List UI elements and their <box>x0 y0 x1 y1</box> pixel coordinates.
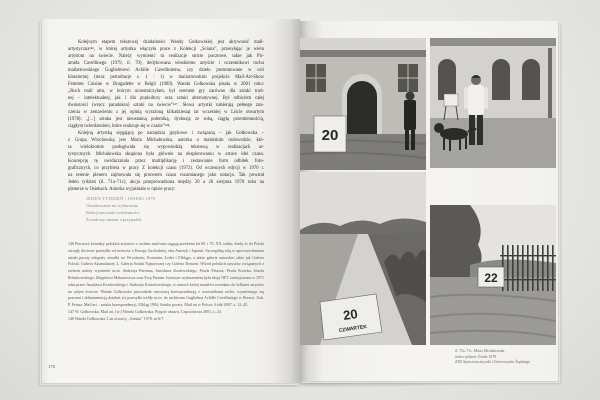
sign-number: 22 <box>484 271 498 285</box>
quote-line: Oznakowanie na wydarzeniu <box>86 203 139 208</box>
photo-fence-sign <box>430 205 556 345</box>
left-page <box>42 19 300 383</box>
body-paragraph <box>68 39 264 130</box>
photo-entrance <box>300 38 426 170</box>
body-line: „Ruch mail artu, w którym uczestniczyłam, był terenem gry zarówno dla sztuki trud- <box>68 89 264 94</box>
body-line: tystycznych. Michałowska skupiona była głównie na eksplorowaniu w sztuce idei czasu. <box>68 152 264 157</box>
picket-fence <box>500 245 556 291</box>
body-line: graficznych, co przybiera w pracy Z kolekcji czasu (1972). Od wczesnych edycji w 1970 r. <box>68 166 264 171</box>
page-number: 178 <box>48 364 55 369</box>
figure-caption <box>455 349 551 366</box>
body-line: na terenie pleneru zajmowała się procesem czasu rozumianego jako notacja. Tak powstał <box>68 173 264 178</box>
body-line: mailartowskiego Guglielmowi Achille Cavelliniemu, czy dzieło prezentowane w celi <box>68 68 264 73</box>
body-line: Kolejną artystką sięgającą po narzędzia językowe i związaną – jak Gołkowska – <box>78 131 264 136</box>
body-line: amida Cavellinego (1979, il. 70), dedykowana włoskiemu artyście i uczestnikowi ruchu <box>68 61 264 66</box>
body-line: ra wielokrotnie posługiwała się wypowiedzią tekstową w realizacjach ar- <box>68 145 264 150</box>
sign-number: 20 <box>342 306 359 323</box>
footnote-146: 146 Pierwsze kontakty polskich artystów z ruchem mail-artu sięgają przełomu lat 60. i 70. XX wieku, kiedy to do Polski zaczęły docierać przesyłki od twórców z Europy Zachodniej, obu Ameryk i Japonii. Szczególną rolę w upowszechnianiu sztuki poczty odegrały ośrodki we Wrocławiu, Poznaniu, Łodzi i Elblągu, a także galerie autorskie, takie jak Galeria Foksal, Galeria Akumulatory 2, Galeria Sztuki Najnowszej czy Galeria Remont. Wśród polskich artystów związanych z ruchem należy wymienić m.in. Andrzeja Partuma, Jarosława Kozłowskiego, Pawła Petasza, Pawła Kwieka, Józefa Robakowskiego, Zbigniewa Makarewicza oraz Ewę Partum. Istotnym wydarzeniem była akcja NET zainicjowana w 1971 roku przez Jarosława Kozłowskiego i Andrzeja Kostołowskiego, w ramach której manifest rozesłano do kilkuset artystów na całym świecie. Wanda Gołkowska prowadziła ożywioną korespondencję z uczestnikami ruchu, wymieniając się pracami i dokumentacją działań; jej przesyłki trafiły m.in. do archiwum Guglielma Achille Cavelliniego w Brescii. Zob. P. Petasz, Mail art – sztuka korespondencji, Elbląg 1994; Sztuka poczty. Mail art w Polsce, Łódź 2007, s. 12–45. <box>68 241 264 308</box>
body-line: klasztornej (teraz perturbacje s. 1 : 1) w mailartowskim projekcie Mail-Art-Show <box>68 75 264 80</box>
body-line: Femmes Cuisine w Brugadette w Belgii (1989). Wanda Gołkowska pisała w 2001 roku: <box>68 82 264 87</box>
body-line: nej – intelektualnej, jak i dla popkultury oraz sztuki alternatywnej. Był odbiciem całej <box>68 96 264 101</box>
body-line: Jeden tydzień (il. 71a–71c), akcja przeprowadzona między 20 a 26 sierpnia 1970 roku na <box>68 180 264 185</box>
photo-man-with-dog <box>430 38 556 168</box>
arched-door <box>347 81 377 134</box>
body-line: Koncepcję tę uwidaczniała przez multiplikację i zestawianie form odbitek foto- <box>68 159 264 164</box>
body-line: artystyczna¹⁴⁶, w której artystka włączyła prace z Kolekcji „Ściana”, przesyłając je wielu <box>68 47 264 52</box>
body-paragraph <box>68 130 264 193</box>
body-line: (1978): „[...] sztuka jest nieustanną polemiką, dyskusją ze sobą, ciągłą przemiennością, <box>68 117 264 122</box>
photo-road-sign <box>300 172 426 345</box>
date-sign <box>320 294 382 340</box>
right-page <box>300 21 558 381</box>
footnotes <box>68 241 264 323</box>
quote-line: Świadomy zamiar a przypadek <box>86 217 142 222</box>
body-line: plenerze w Osiekach. Autorka wyjaśniała w opisie pracy: <box>68 187 176 192</box>
date-sign <box>478 267 504 287</box>
ground <box>430 118 556 168</box>
caption-line: ZDS Spuścizna artystki i Uniwersytetu Śląskiego <box>455 360 530 365</box>
body-line: Kolejnym etapem tekstowej działalności Wandy Gołkowskiej jest aktywność mail- <box>78 40 264 45</box>
sign-number: 20 <box>321 127 339 144</box>
body-text <box>68 39 264 193</box>
date-sign <box>314 116 346 152</box>
caption-line: il. 71a–71c. Maria Michałowska, <box>455 349 506 353</box>
quote-title: JEDEN TYDZIEŃ / OSIEKI 1970 <box>86 196 156 201</box>
caption-line: Jeden tydzień, Osieki 1970 <box>455 354 497 359</box>
quote-block <box>86 195 246 223</box>
body-line: z Grupą Wrocławską jest Maria Michałowska, autorka o malarskim rodowodzie, któ- <box>68 138 264 143</box>
footnote-148: 148 Wanda Gołkowska, List otwarty, „Sztuka” 1978, nr 6/7. <box>68 315 165 321</box>
body-line: dwoistości (wręcz paradoksu) sztuki na świecie”¹⁴⁷. Słowa artystki nabierają pełnego zna- <box>68 103 264 108</box>
footnote-147: 147 W. Gołkowska, Mail art, [w:] Wanda Gołkowska. Pojęcie obrazu, Częstochowa 2001, s. 24. <box>68 308 222 314</box>
body-line: ciągłym twierdzeniem, które realizuje się w czasie”¹⁴⁸. <box>68 124 171 129</box>
quote-line: Relacjonowanie codzienności <box>86 210 140 215</box>
sign-day: CZWARTEK <box>338 324 368 334</box>
body-line: artystom na świecie. Należy wymienić tu realizacje stricte pocztowe, takie jak Pir- <box>68 54 264 59</box>
body-line: czenia w zestawieniu z jej opinią wyrażoną kilkadziesiąt lat wcześniej w Liście otwartym <box>68 110 264 115</box>
